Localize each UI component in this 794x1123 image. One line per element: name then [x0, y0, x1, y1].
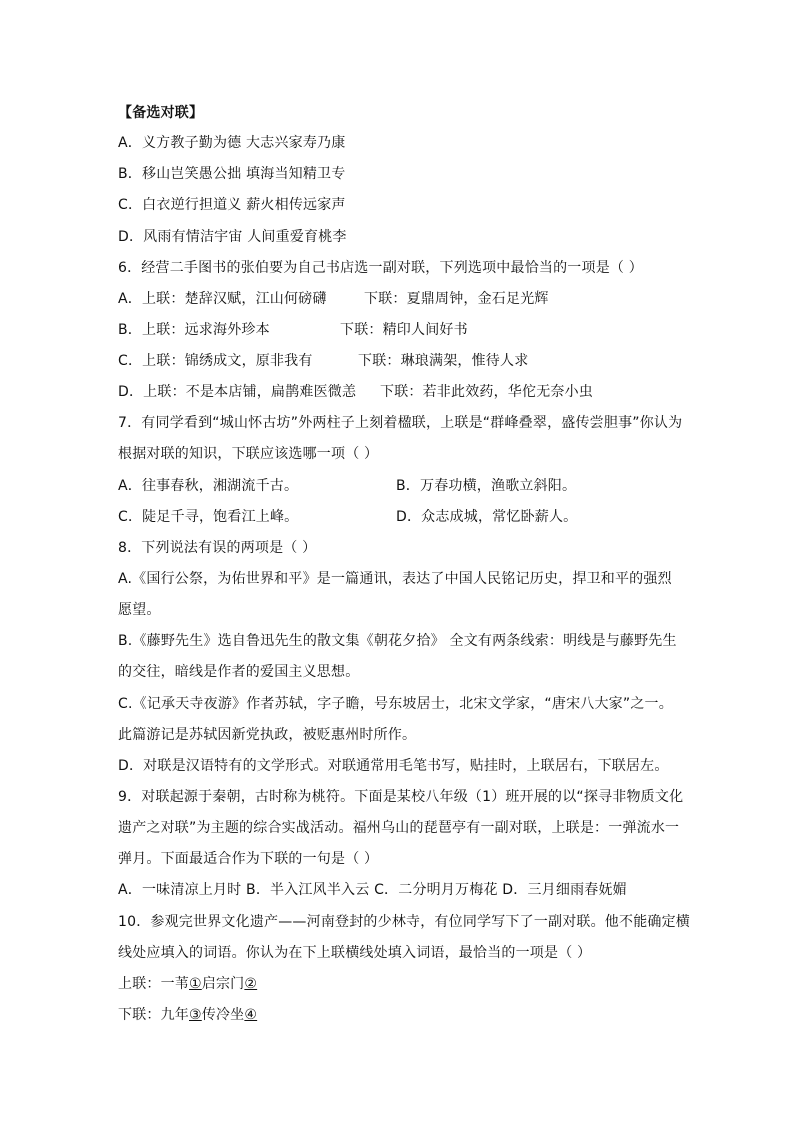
q10-lower-mid: 传冷坐 [201, 1007, 245, 1023]
q9-line3: 弹月。下面最适合作为下联的一句是（ ） [118, 851, 379, 867]
q6-b-lower: 下联：精印人间好书 [340, 322, 468, 338]
q6-d-lower: 下联：若非此效药，华佗无奈小虫 [380, 384, 593, 400]
q9-line1: 9．对联起源于秦朝，古时称为桃符。下面是某校八年级（1）班开展的以“探寻非物质文化 [118, 789, 684, 805]
candidate-a: A．义方教子勤为德 大志兴家寿乃康 [118, 135, 346, 151]
q10-lower-prefix: 下联：九年 [118, 1007, 189, 1023]
q7-option-c: C．陡足千寻，饱看江上峰。 [118, 509, 299, 525]
q10-upper-couplet [118, 975, 257, 993]
q8-c-line1: C.《记承天寺夜游》作者苏轼，字子瞻，号东坡居士，北宋文学家，“唐宋八大家”之一。 [118, 696, 673, 712]
q7-option-a: A．往事春秋，湘湖流千古。 [118, 478, 299, 494]
q7-stem-line1: 7．有同学看到“城山怀古坊”外两柱子上刻着楹联，上联是“群峰叠翠，盛传尝胆事”你认为 [118, 415, 683, 431]
q9-options: A．一味清凉上月时 B．半入江风半入云 C．二分明月万梅花 D．三月细雨春妩媚 [118, 882, 627, 898]
q6-option-b [118, 321, 468, 339]
q6-option-a [118, 290, 549, 308]
candidate-d: D．风雨有情洁宇宙 人间重爱育桃李 [118, 229, 347, 245]
q6-a-lower: 下联：夏鼎周钟，金石足光辉 [364, 291, 549, 307]
q7-stem-line2: 根据对联的知识，下联应该选哪一项（ ） [118, 446, 379, 462]
q10-blank-1: ① [189, 976, 202, 992]
q8-d-line1: D．对联是汉语特有的文学形式。对联通常用毛笔书写，贴挂时，上联居右，下联居左。 [118, 758, 669, 774]
q7-option-d: D．众志成城，常忆卧薪人。 [396, 509, 578, 525]
candidate-c: C．白衣逆行担道义 薪火相传远家声 [118, 197, 346, 213]
q10-line2: 线处应填入的词语。你认为在下上联横线处填入词语，最恰当的一项是（ ） [118, 945, 592, 961]
q8-b-line2: 的交往，暗线是作者的爱国主义思想。 [118, 664, 360, 680]
q10-upper-mid: 启宗门 [201, 976, 245, 992]
q6-c-lower: 下联：琳琅满架，惟待人求 [358, 353, 529, 369]
candidate-b: B．移山岂笑愚公拙 填海当知精卫专 [118, 166, 346, 182]
q6-option-d [118, 383, 593, 401]
q10-blank-3: ③ [189, 1007, 202, 1023]
q9-line2: 遗产之对联”为主题的综合实战活动。福州乌山的琵琶亭有一副对联，上联是：一弹流水一 [118, 820, 680, 836]
q7-options-row1 [118, 477, 577, 495]
q7-options-row2 [118, 508, 578, 526]
q10-upper-prefix: 上联：一苇 [118, 976, 189, 992]
q6-option-c [118, 352, 529, 370]
q10-blank-4: ④ [244, 1007, 258, 1023]
q8-stem: 8．下列说法有误的两项是（ ） [118, 540, 317, 556]
q10-line1: 10．参观完世界文化遗产——河南登封的少林寺，有位同学写下了一副对联。他不能确定横 [118, 914, 691, 930]
q8-a-line1: A.《国行公祭，为佑世界和平》是一篇通讯，表达了中国人民铭记历史，捍卫和平的强烈 [118, 571, 672, 587]
q6-c-upper: C．上联：锦绣成文，原非我有 [118, 353, 313, 369]
q8-c-line2: 此篇游记是苏轼因新党执政，被贬惠州时所作。 [118, 727, 417, 743]
q8-b-line1: B.《藤野先生》选自鲁迅先生的散文集《朝花夕拾》 全文有两条线索：明线是与藤野先生 [118, 633, 677, 649]
section-title: 【备选对联】 [118, 105, 204, 121]
q6-d-upper: D．上联：不是本店铺，扁鹊难医微恙 [118, 384, 357, 400]
q6-b-upper: B．上联：远求海外珍本 [118, 322, 270, 338]
q6-stem: 6．经营二手图书的张伯要为自己书店选一副对联，下列选项中最恰当的一项是（ ） [118, 260, 643, 276]
q10-blank-2: ② [244, 976, 258, 992]
q10-lower-couplet [118, 1006, 257, 1024]
q7-option-b: B．万春功横，渔歌立斜阳。 [396, 478, 577, 494]
q6-a-upper: A．上联：楚辞汉赋，江山何磅礴 [118, 291, 327, 307]
q8-a-line2: 愿望。 [118, 602, 161, 618]
